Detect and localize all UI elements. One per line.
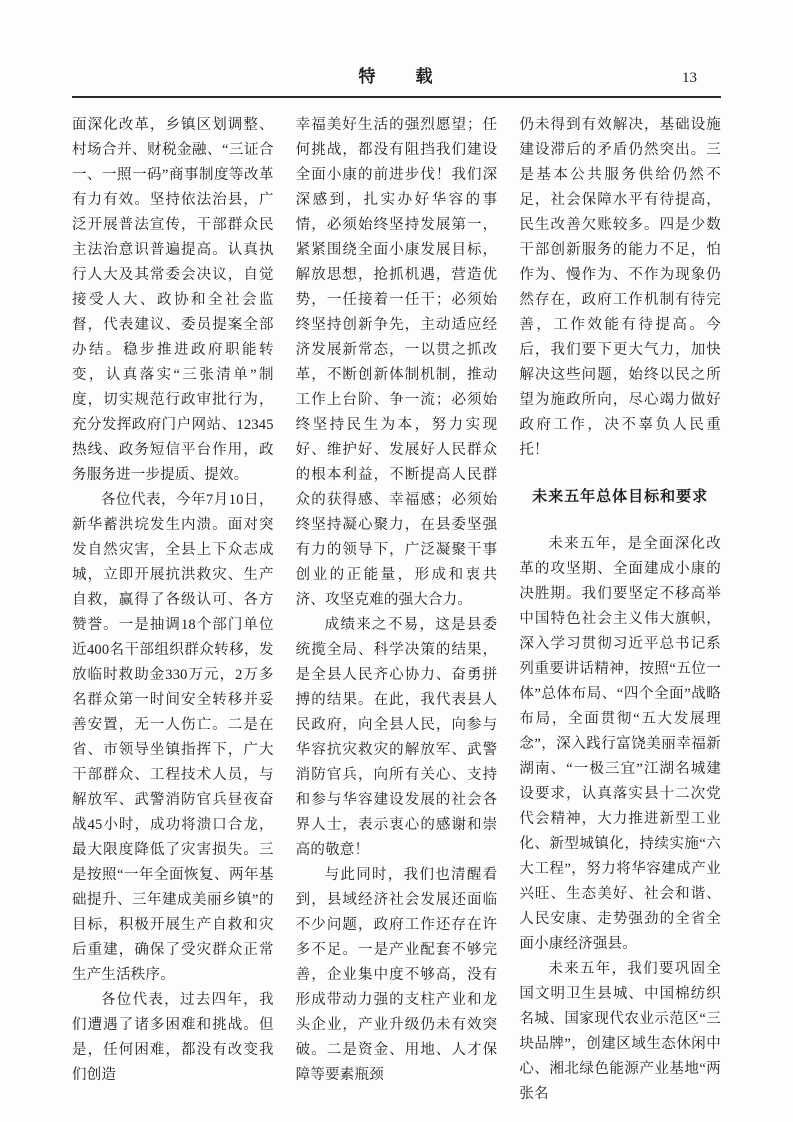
page-header [72, 62, 721, 98]
paragraph: 各位代表，过去四年，我们遭遇了诸多困难和挑战。但是，任何困难，都没有改变我们创造 [72, 992, 274, 1083]
paragraph: 未来五年，是全面深化改革的攻坚期、全面建成小康的决胜期。我们要坚定不移高举中国特色社会主义伟大旗帜，深入学习贯彻习近平总书记系列重要讲话精神，按照“五位一体”总体布局、“四个全面”战略布局，全面贯彻“五大发展理念”，深入践行富饶美丽幸福新湖南、“一极三宜”江湖名城建设要求，认真落实县十二次党代会精神，大力推进新型工业化、新型城镇化，持续实施“六大工程”，努力将华容建成产业兴旺、生态美好、社会和谐、人民安康、走势强劲的全省全面小康经济强县。 [519, 536, 722, 952]
paragraph: 与此同时，我们也清醒看到，县域经济社会发展还面临不少问题，政府工作还存在许多不足。一是产业配套不够完善，企业集中度不够高，没有形成带动力强的支柱产业和龙头企业，产业升级仍未有效突破。二是资金、用地、人才保障等要素瓶颈 [295, 867, 498, 1083]
page-number: 13 [682, 70, 697, 86]
paragraph: 各位代表，今年7月10日，新华蓄洪垸发生内溃。面对突发自然灾害，全县上下众志成城，立即开展抗洪救灾、生产自救，赢得了各级认可、各方赞誉。一是抽调18个部门单位近400名干部组织群众转移，发放临时救助金330万元，2万多名群众第一时间安全转移并妥善安置，无一人伤亡。二是在省、市领导坐镇指挥下，广大干部群众、工程技术人员，与解放军、武警消防官兵昼夜奋战45小时，成功将溃口合龙，最大限度降低了灾害损失。三是按照“一年全面恢复、两年基础提升、三年建成美丽乡镇”的目标，积极开展生产自救和灾后重建，确保了受灾群众正常生产生活秩序。 [72, 492, 274, 983]
header-rule [72, 96, 721, 98]
paragraph: 面深化改革，乡镇区划调整、村场合并、财税金融、“三证合一、一照一码”商事制度等改革有力有效。坚持依法治县，广泛开展普法宣传，干部群众民主法治意识普遍提高。认真执行人大及其常委会决议，自觉接受人大、政协和全社会监督，代表建议、委员提案全部办结。稳步推进政府职能转变，认真落实“三张清单”制度，切实规范行政审批行为，充分发挥政府门户网站、12345热线、政务短信平台作用，政务服务进一步提质、提效。 [72, 117, 274, 483]
article-body [72, 113, 721, 1107]
paragraph: 成绩来之不易，这是县委统揽全局、科学决策的结果，是全县人民齐心协力、奋勇拼搏的结果。在此，我代表县人民政府，向全县人民，向参与华容抗灾救灾的解放军、武警消防官兵，向所有关心、支持和参与华容建设发展的社会各界人士，表示衷心的感谢和崇高的敬意！ [295, 617, 498, 858]
column-middle [296, 113, 498, 1107]
column-right [519, 113, 721, 1107]
running-head-title: 特 载 [358, 67, 435, 86]
running-head [72, 62, 721, 96]
paragraph: 幸福美好生活的强烈愿望；任何挑战，都没有阻挡我们建设全面小康的前进步伐！我们深深感到，扎实办好华容的事情，必须始终坚持发展第一，紧紧围绕全面小康发展目标，解放思想，抢抓机遇，营造优势，一任接着一任干；必须始终坚持创新争先，主动适应经济发展新常态，一以贯之抓改革，不断创新体制机制，推动工作上台阶、争一流；必须始终坚持民生为本，努力实现好、维护好、发展好人民群众的根本利益，不断提高人民群众的获得感、幸福感；必须始终坚持凝心聚力，在县委坚强有力的领导下，广泛凝聚干事创业的正能量，形成和衷共济、攻坚克难的强大合力。 [295, 117, 498, 608]
paragraph: 未来五年，我们要巩固全国文明卫生县城、中国棉纺织名城、国家现代农业示范区“三块品牌”，创建区域生态休闲中心、湘北绿色能源产业基地“两张名 [519, 961, 722, 1102]
section-heading: 未来五年总体目标和要求 [532, 489, 709, 505]
column-left [72, 113, 274, 1107]
paragraph: 仍未得到有效解决，基础设施建设滞后的矛盾仍然突出。三是基本公共服务供给仍然不足，社会保障水平有待提高，民生改善欠账较多。四是少数干部创新服务的能力不足，怕作为、慢作为、不作为现象仍然存在，政府工作机制有待完善，工作效能有待提高。今后，我们要下更大气力，加快解决这些问题，始终以民之所望为施政所向，尽心竭力做好政府工作，决不辜负人民重托！ [519, 117, 722, 458]
